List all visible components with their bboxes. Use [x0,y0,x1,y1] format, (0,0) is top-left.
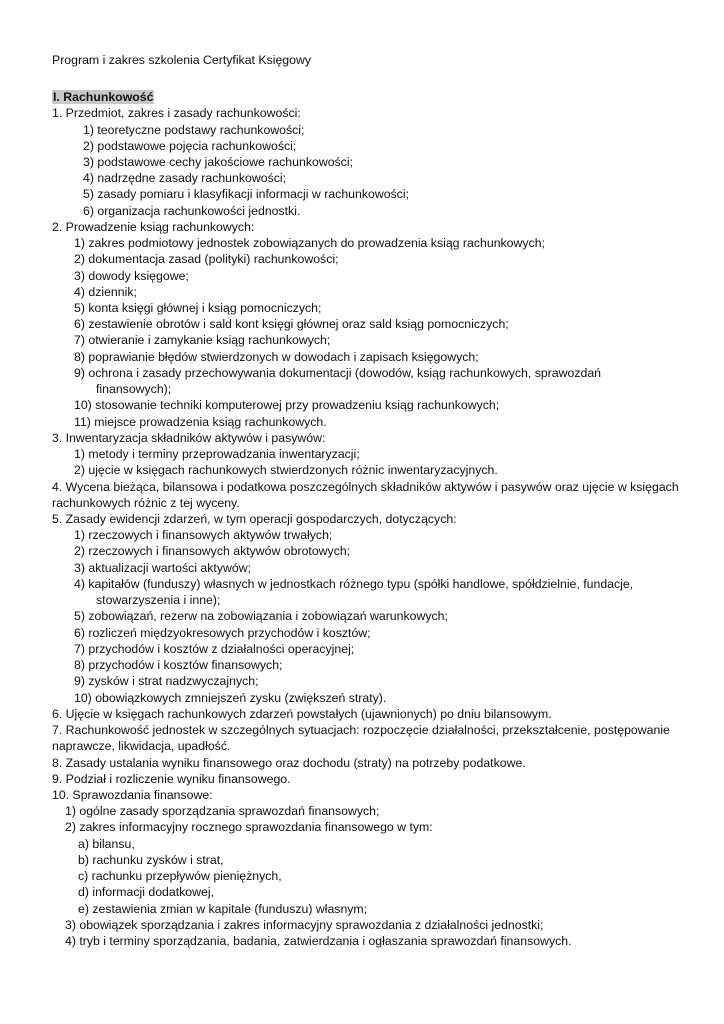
list-subitem: 9) zysków i strat nadzwyczajnych; [74,674,259,688]
list-letter-item: d) informacji dodatkowej, [78,885,215,899]
list-letter-item: c) rachunku przepływów pieniężnych, [78,869,282,883]
list-subitem: 5) konta księgi głównej i ksiąg pomocniczych; [74,301,322,315]
list-item-1: 1. Przedmiot, zakres i zasady rachunkowości: [52,106,301,120]
list-subitem: 8) przychodów i kosztów finansowych; [74,658,283,672]
list-subitem-continuation: finansowych); [96,382,172,396]
list-subitem: 1) zakres podmiotowy jednostek zobowiązanych do prowadzenia ksiąg rachunkowych; [74,236,545,250]
list-subitem: 4) tryb i terminy sporządzania, badania, zatwierdzania i ogłaszania sprawozdań finansowych. [65,934,572,948]
list-item-8: 8. Zasady ustalania wyniku finansowego oraz dochodu (straty) na potrzeby podatkowe. [52,756,526,770]
list-subitem: 2) dokumentacja zasad (polityki) rachunkowości; [74,252,339,266]
list-subitem: 2) rzeczowych i finansowych aktywów obrotowych; [74,544,351,558]
list-subitem: 3) podstawowe cechy jakościowe rachunkowości; [83,155,353,169]
list-subitem: 6) organizacja rachunkowości jednostki. [83,204,301,218]
list-subitem: 1) teoretyczne podstawy rachunkowości; [83,123,305,137]
section-heading-highlight: I. Rachunkowość [53,90,154,104]
list-subitem: 2) podstawowe pojęcia rachunkowości; [83,139,297,153]
list-subitem: 1) rzeczowych i finansowych aktywów trwałych; [74,528,333,542]
list-subitem: 1) ogólne zasady sporządzania sprawozdań finansowych; [65,804,380,818]
list-item-continuation: rachunkowych różnic z tej wyceny. [52,496,240,510]
list-subitem: 9) ochrona i zasady przechowywania dokumentacji (dowodów, ksiąg rachunkowych, sprawozdań [74,366,601,380]
list-subitem: 6) rozliczeń międzyokresowych przychodów i kosztów; [74,626,371,640]
list-subitem: 2) ujęcie w księgach rachunkowych stwierdzonych różnic inwentaryzacyjnych. [74,463,498,477]
list-item-9: 9. Podział i rozliczenie wyniku finansowego. [52,772,291,786]
list-subitem: 10) obowiązkowych zmniejszeń zysku (zwiększeń straty). [74,691,387,705]
list-subitem: 11) miejsce prowadzenia ksiąg rachunkowych. [74,415,327,429]
list-subitem: 5) zasady pomiaru i klasyfikacji informacji w rachunkowości; [83,187,409,201]
list-subitem-continuation: stowarzyszenia i inne); [96,593,221,607]
list-subitem: 10) stosowanie techniki komputerowej przy prowadzeniu ksiąg rachunkowych; [74,398,500,412]
list-item-10: 10. Sprawozdania finansowe: [52,788,213,802]
list-letter-item: e) zestawienia zmian w kapitale (funduszu) własnym; [78,902,368,916]
list-item-4: 4. Wycena bieżąca, bilansowa i podatkowa poszczególnych składników aktywów i pasywów oraz ujęcie w księgach [52,480,679,494]
list-subitem: 4) dziennik; [74,285,137,299]
list-subitem: 3) dowody księgowe; [74,269,189,283]
list-subitem: 7) otwieranie i zamykanie ksiąg rachunkowych; [74,333,331,347]
list-item-7: 7. Rachunkowość jednostek w szczególnych sytuacjach: rozpoczęcie działalności, przekształcenie, postępowanie [52,723,670,737]
list-subitem: 8) poprawianie błędów stwierdzonych w dowodach i zapisach księgowych; [74,350,479,364]
list-item-continuation: naprawcze, likwidacja, upadłość. [52,739,231,753]
list-subitem: 6) zestawienie obrotów i sald kont księgi głównej oraz sald ksiąg pomocniczych; [74,317,509,331]
list-subitem: 3) aktualizacji wartości aktywów; [74,561,251,575]
document-title: Program i zakres szkolenia Certyfikat Księgowy [52,53,312,67]
list-subitem: 3) obowiązek sporządzania i zakres informacyjny sprawozdania z działalności jednostki; [65,918,544,932]
list-subitem: 2) zakres informacyjny rocznego sprawozdania finansowego w tym: [65,820,433,834]
list-subitem: 4) kapitałów (funduszy) własnych w jednostkach różnego typu (spółki handlowe, spółdzielnie, fundacje, [74,577,634,591]
list-item-5: 5. Zasady ewidencji zdarzeń, w tym operacji gospodarczych, dotyczących: [52,512,457,526]
list-item-6: 6. Ujęcie w księgach rachunkowych zdarzeń powstałych (ujawnionych) po dniu bilansowym. [52,707,552,721]
section-heading [52,89,154,105]
list-subitem: 7) przychodów i kosztów z działalności operacyjnej; [74,642,355,656]
list-subitem: 4) nadrzędne zasady rachunkowości; [83,171,287,185]
list-item-3: 3. Inwentaryzacja składników aktywów i pasywów: [52,431,326,445]
list-subitem: 5) zobowiązań, rezerw na zobowiązania i zobowiązań warunkowych; [74,609,448,623]
list-letter-item: a) bilansu, [78,837,135,851]
list-subitem: 1) metody i terminy przeprowadzania inwentaryzacji; [74,447,360,461]
list-item-2: 2. Prowadzenie ksiąg rachunkowych: [52,220,255,234]
list-letter-item: b) rachunku zysków i strat, [78,853,224,867]
